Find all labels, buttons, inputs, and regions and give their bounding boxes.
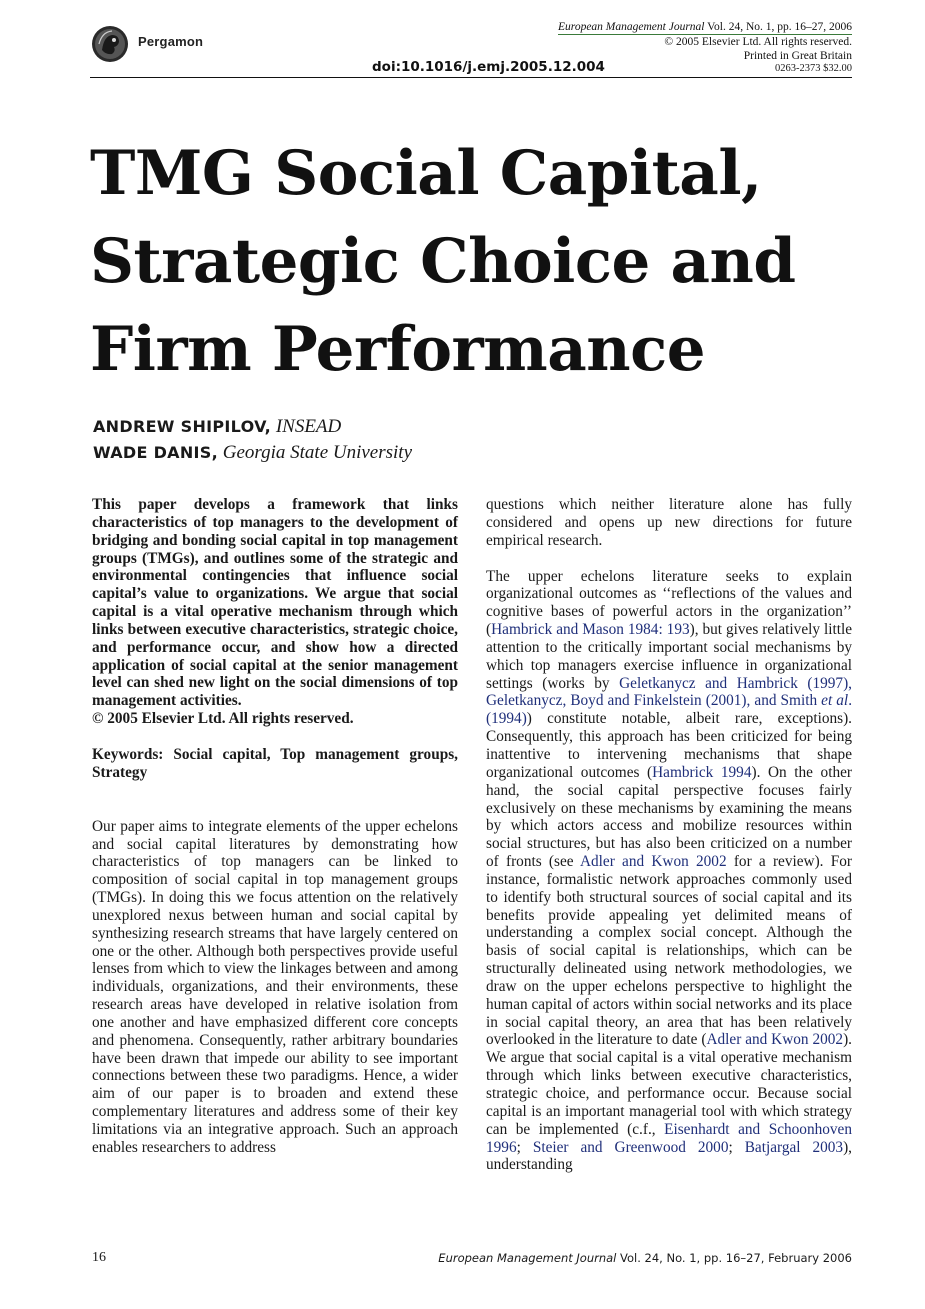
author-2: [93, 440, 412, 466]
journal-citation-header: [558, 20, 852, 63]
citation-link[interactable]: Eisenhardt and Schoonhoven 1996: [486, 1120, 852, 1156]
page-number: 16: [92, 1250, 106, 1265]
abstract-copyright: © 2005 Elsevier Ltd. All rights reserved.: [92, 710, 354, 728]
article-title: [90, 130, 850, 394]
text-run: ;: [728, 1138, 745, 1156]
doi[interactable]: doi:10.1016/j.emj.2005.12.004: [372, 59, 605, 75]
pergamon-seal-icon: [90, 24, 130, 64]
journal-issue: Vol. 24, No. 1, pp. 16–27, 2006: [707, 21, 852, 33]
citation-link[interactable]: Adler and Kwon 2002: [579, 853, 727, 871]
abstract: This paper develops a framework that links characteristics of top managers to the development of bridging and bonding social capital in top management groups (TMGs), and outlines some of the strategic and environmental contingencies that influence social capital’s value to organizations. We argue that social capital is a vital operative mechanism through which links between executive characteristics, strategic choice, and performance occur, and show how a directed application of social capital at the senior management level can shed new light on the social dimensions of top management activities.: [92, 496, 458, 710]
citation-link[interactable]: Steier and Greenwood 2000: [532, 1138, 729, 1156]
title-line-3: Firm Performance: [90, 314, 706, 385]
body-paragraph: Our paper aims to integrate elements of the upper echelons and social capital literatures by demonstrating how characteristics of top managers can be linked to composition of social capital in top management groups (TMGs). In doing this we focus attention on the relatively unexplored nexus between human and social capital by synthesizing research streams that have largely centered on one or the other. Although both perspectives provide useful lenses from which to view the linkages between and among individuals, organizations, and their environments, these research areas have developed in relative isolation from one another and have emphasized different core concepts and phenomena. Consequently, rather arbitrary boundaries have been drawn that impede our ability to see important connections between these two paradigms. Hence, a wider aim of our paper is to broaden and extend these complementary literatures and address some of their key limitations via an integrative approach. Such an approach enables researchers to address: [92, 817, 458, 1156]
author-name: WADE DANIS,: [93, 443, 219, 462]
citation-etal: et al: [821, 692, 849, 710]
text-run: ;: [516, 1138, 533, 1156]
text-run: ), understanding: [486, 1138, 852, 1174]
left-column: [92, 496, 458, 1157]
issn-price: 0263-2373 $32.00: [775, 63, 852, 74]
text-run: ), but gives relatively little attention to the critically important social mechanisms by which top managers exercise influence in organizational settings (works by: [486, 621, 852, 692]
author-list: [93, 414, 412, 466]
journal-name: European Management Journal: [558, 21, 705, 33]
author-affiliation: INSEAD: [275, 416, 342, 437]
text-run: for a review). For instance, formalistic network approaches commonly used to identify both structural sources of social capital and its benefits provide appealing yet delimited means of understanding a complex social concept. Although the basis of social capital is relationships, which can be structurally delineated using network methodologies, we draw on the upper echelons perspective to highlight the human capital of actors within social networks and its place in social capital theory, an area that has been relatively overlooked in the literature to date (: [486, 853, 852, 1049]
citation-link[interactable]: Adler and Kwon 2002: [706, 1031, 844, 1049]
printed-line: Printed in Great Britain: [743, 50, 852, 62]
keywords: Keywords: Social capital, Top management groups, Strategy: [92, 745, 458, 781]
copyright-line: © 2005 Elsevier Ltd. All rights reserved.: [664, 36, 852, 48]
citation-link[interactable]: Batjargal 2003: [744, 1138, 844, 1156]
journal-issue: Vol. 24, No. 1, pp. 16–27, February 2006: [620, 1251, 852, 1265]
journal-citation-link[interactable]: [558, 20, 852, 35]
journal-name: European Management Journal: [438, 1251, 617, 1265]
publisher-logo: [90, 24, 230, 64]
author-affiliation: Georgia State University: [222, 442, 413, 463]
body-paragraph: [486, 568, 852, 1175]
text-run: ). On the other hand, the social capital perspective focuses fairly exclusively on these mechanisms by examining the means by which actors access and mobilize resources within social structures, but has also been criticized on a number of fronts (see: [486, 763, 852, 871]
title-line-1: TMG Social Capital,: [90, 138, 762, 209]
author-name: ANDREW SHIPILOV,: [93, 417, 272, 436]
title-line-2: Strategic Choice and: [90, 226, 796, 297]
right-column: [486, 496, 852, 1174]
publisher-name: Pergamon: [138, 34, 204, 49]
citation-text: Geletkanycz and Hambrick (1997), Geletkanycz, Boyd and Finkelstein (2001), and Smith: [486, 674, 852, 710]
body-paragraph: questions which neither literature alone has fully considered and opens up new directions for future empirical research.: [486, 496, 852, 549]
citation-link[interactable]: Hambrick and Mason 1984: 193: [491, 621, 690, 639]
text-run: ). We argue that social capital is a vital operative mechanism through which links between executive characteristics, strategic choice, and performance occur. Because social capital is an important managerial tool with which strategy can be implemented (c.f.,: [486, 1031, 852, 1138]
footer-journal-citation: [438, 1251, 852, 1265]
text-run: The upper echelons literature seeks to explain organizational outcomes as ‘‘reflections of the values and cognitive bases of powerful actors in the organization’’ (: [486, 567, 852, 639]
header-rule: [90, 77, 852, 78]
citation-text: . (1994): [486, 692, 853, 728]
citation-link[interactable]: Hambrick 1994: [652, 763, 752, 781]
author-1: [93, 414, 412, 440]
text-run: ) constitute notable, albeit rare, exceptions). Consequently, this approach has been criticized for being inattentive to intervening mechanisms that shape organizational outcomes (: [486, 710, 852, 781]
